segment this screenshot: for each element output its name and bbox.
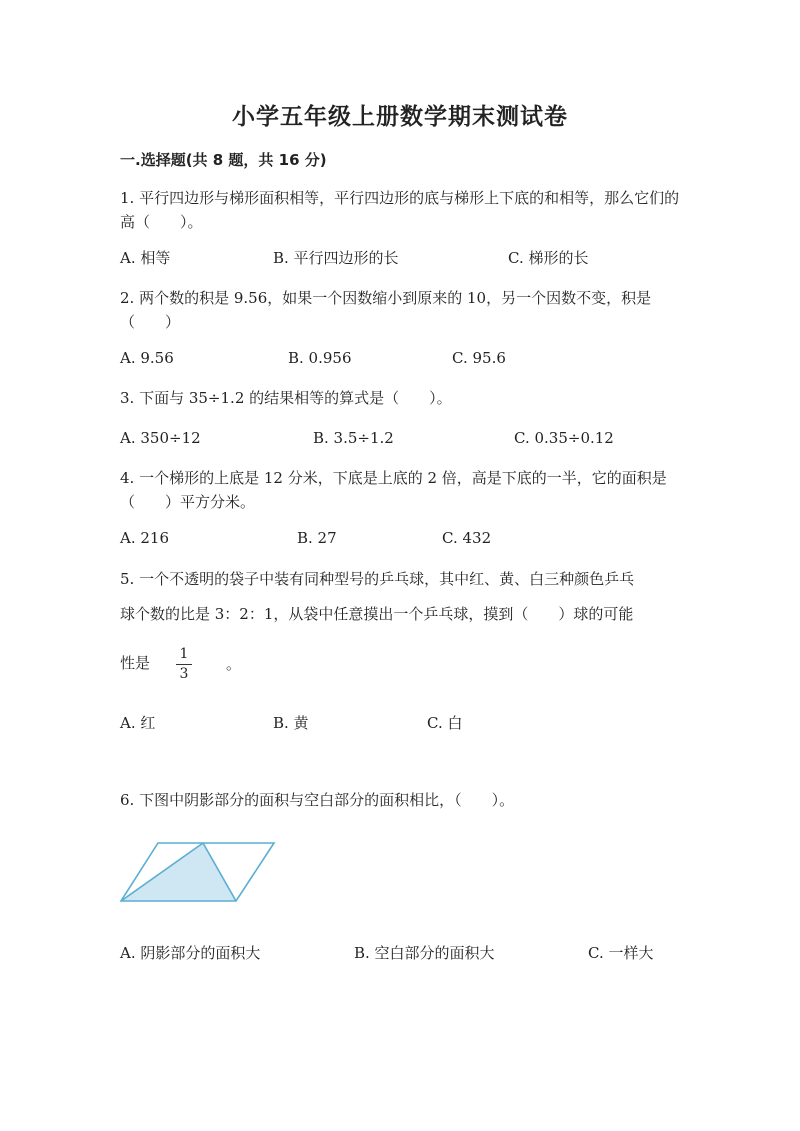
parallelogram-figure xyxy=(118,840,280,906)
question-4-option-a: A. 216 xyxy=(120,529,169,547)
question-6-option-a: A. 阴影部分的面积大 xyxy=(120,944,261,962)
fraction-bar xyxy=(176,664,192,665)
question-6-option-c: C. 一样大 xyxy=(588,944,654,962)
section-heading: 一.选择题(共 8 题，共 16 分) xyxy=(120,151,327,169)
question-5-line-3-prefix: 性是 xyxy=(120,654,151,672)
fraction-numerator: 1 xyxy=(179,646,189,662)
question-1-text: 1. 平行四边形与梯形面积相等，平行四边形的底与梯形上下底的和相等，那么它们的高（ ）。 xyxy=(120,189,680,231)
question-6-text: 6. 下图中阴影部分的面积与空白部分的面积相比，（ ）。 xyxy=(120,791,515,809)
question-5-option-b: B. 黄 xyxy=(273,714,309,732)
question-2-option-b: B. 0.956 xyxy=(288,349,352,367)
question-4-option-c: C. 432 xyxy=(442,529,492,547)
question-2-text: 2. 两个数的积是 9.56，如果一个因数缩小到原来的 10，另一个因数不变，积是（ ） xyxy=(120,289,652,331)
question-3-text: 3. 下面与 35÷1.2 的结果相等的算式是（ ）。 xyxy=(120,389,452,407)
question-1-option-c: C. 梯形的长 xyxy=(508,249,589,267)
question-4-option-b: B. 27 xyxy=(297,529,337,547)
question-1-option-a: A. 相等 xyxy=(120,249,171,267)
page-title: 小学五年级上册数学期末测试卷 xyxy=(232,104,568,130)
question-3-option-c: C. 0.35÷0.12 xyxy=(514,429,614,447)
question-5-line-3-suffix: 。 xyxy=(226,655,242,673)
question-2-option-a: A. 9.56 xyxy=(120,349,174,367)
fraction-denominator: 3 xyxy=(179,666,189,682)
question-4-text: 4. 一个梯形的上底是 12 分米，下底是上底的 2 倍，高是下底的一半，它的面积是（ ）平方分米。 xyxy=(120,469,667,511)
question-6-option-b: B. 空白部分的面积大 xyxy=(354,944,495,962)
question-5-option-a: A. 红 xyxy=(120,714,156,732)
question-2-option-c: C. 95.6 xyxy=(452,349,506,367)
question-3-option-a: A. 350÷12 xyxy=(120,429,201,447)
question-5-line-1: 5. 一个不透明的袋子中装有同种型号的乒乓球，其中红、黄、白三种颜色乒乓 xyxy=(120,570,635,588)
fraction-one-third xyxy=(176,646,192,683)
question-1-option-b: B. 平行四边形的长 xyxy=(273,249,399,267)
question-3-option-b: B. 3.5÷1.2 xyxy=(313,429,394,447)
question-5-option-c: C. 白 xyxy=(427,714,463,732)
question-5-line-2: 球个数的比是 3：2：1，从袋中任意摸出一个乒乓球，摸到（ ）球的可能 xyxy=(120,605,634,623)
